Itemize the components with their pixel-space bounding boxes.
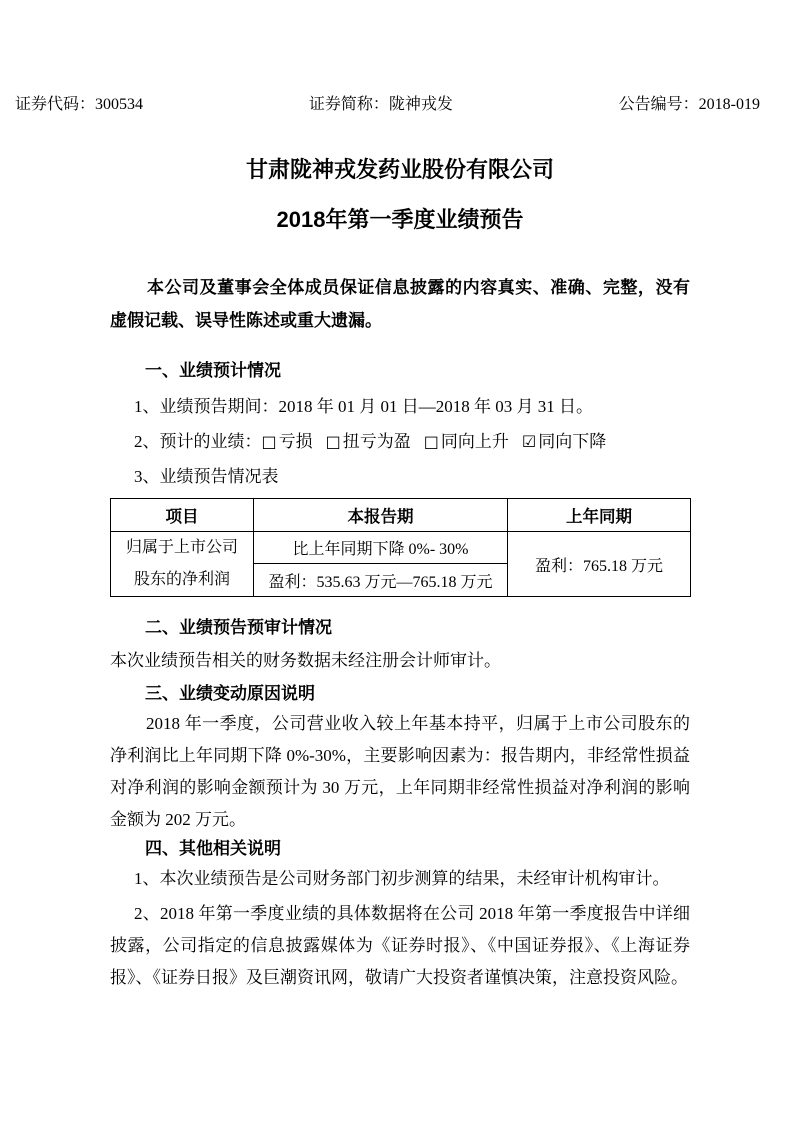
cell-current-period-change: 比上年同期下降 0%- 30% xyxy=(254,532,508,564)
section-1-heading: 一、业绩预计情况 xyxy=(145,361,281,380)
report-title: 2018年第一季度业绩预告 xyxy=(276,207,524,232)
forecast-type-line xyxy=(110,430,690,454)
change-reason-paragraph: 2018 年一季度，公司营业收入较上年基本持平，归属于上市公司股东的净利润比上年同期下降 0%-30%，主要影响因素为：报告期内，非经常性损益对净利润的影响金额预计为 30 万元，上年同期非经常性损益对净利润的影响金额为 202 万元。 xyxy=(110,714,690,829)
other-note-1: 1、本次业绩预告是公司财务部门初步测算的结果，未经审计机构审计。 xyxy=(134,869,670,888)
forecast-type-prefix: 2、预计的业绩： xyxy=(134,432,262,451)
stock-name-label: 证券简称： xyxy=(308,96,389,113)
column-header-prior-period: 上年同期 xyxy=(508,499,691,532)
forecast-period-line: 1、业绩预告期间：2018 年 01 月 01 日—2018 年 03 月 31 日。 xyxy=(134,397,593,416)
cell-prior-period-profit: 盈利：765.18 万元 xyxy=(508,532,691,597)
table-row xyxy=(111,532,691,564)
option-same-direction-down-label: 同向下降 xyxy=(538,432,607,451)
column-header-item: 项目 xyxy=(111,499,254,532)
option-same-direction-down xyxy=(522,432,606,451)
stock-code-label: 证券代码： xyxy=(15,96,96,113)
option-turn-profit-label: 扭亏为盈 xyxy=(342,432,411,451)
announcement-number-label: 公告编号： xyxy=(618,96,699,113)
checkbox-unchecked-icon: □ xyxy=(261,432,277,451)
checkbox-checked-icon: ☑ xyxy=(521,432,537,451)
section-2-heading: 二、业绩预告预审计情况 xyxy=(145,618,332,637)
cell-net-profit-item xyxy=(111,532,254,597)
stock-name xyxy=(309,95,453,115)
option-same-direction-up xyxy=(424,432,509,451)
company-name-title: 甘肃陇神戎发药业股份有限公司 xyxy=(245,157,554,182)
net-profit-item-line2: 股东的净利润 xyxy=(133,571,230,588)
checkbox-unchecked-icon: □ xyxy=(423,432,439,451)
announcement-number-value: 2018-019 xyxy=(698,96,760,113)
stock-name-value: 陇神戎发 xyxy=(388,96,453,113)
option-same-direction-up-label: 同向上升 xyxy=(440,432,509,451)
other-note-2: 2、2018 年第一季度业绩的具体数据将在公司 2018 年第一季度报告中详细披露，公司指定的信息披露媒体为《证券时报》、《中国证券报》、《上海证券报》、《证券日报》及巨潮资讯网，敬请广大投资者谨慎决策，注意投资风险。 xyxy=(110,904,690,987)
announcement-number xyxy=(619,95,760,115)
section-3-heading: 三、业绩变动原因说明 xyxy=(145,684,315,703)
table-header-row xyxy=(111,499,691,532)
option-loss-label: 亏损 xyxy=(278,432,313,451)
cell-current-period-range: 盈利：535.63 万元—765.18 万元 xyxy=(254,564,508,597)
document-body xyxy=(0,155,793,994)
performance-forecast-table xyxy=(110,498,691,597)
forecast-table-caption-line: 3、业绩预告情况表 xyxy=(134,467,279,486)
disclaimer-paragraph: 本公司及董事会全体成员保证信息披露的内容真实、准确、完整，没有虚假记载、误导性陈述或重大遗漏。 xyxy=(110,278,690,330)
document-header xyxy=(0,0,793,115)
option-turn-profit xyxy=(326,432,411,451)
pre-audit-statement: 本次业绩预告相关的财务数据未经注册会计师审计。 xyxy=(110,651,501,670)
section-4-heading: 四、其他相关说明 xyxy=(145,839,281,858)
option-loss xyxy=(262,432,313,451)
net-profit-item-line1: 归属于上市公司 xyxy=(125,539,238,556)
checkbox-unchecked-icon: □ xyxy=(325,432,341,451)
stock-code xyxy=(15,95,143,115)
stock-code-value: 300534 xyxy=(95,96,144,113)
column-header-current-period: 本报告期 xyxy=(254,499,508,532)
